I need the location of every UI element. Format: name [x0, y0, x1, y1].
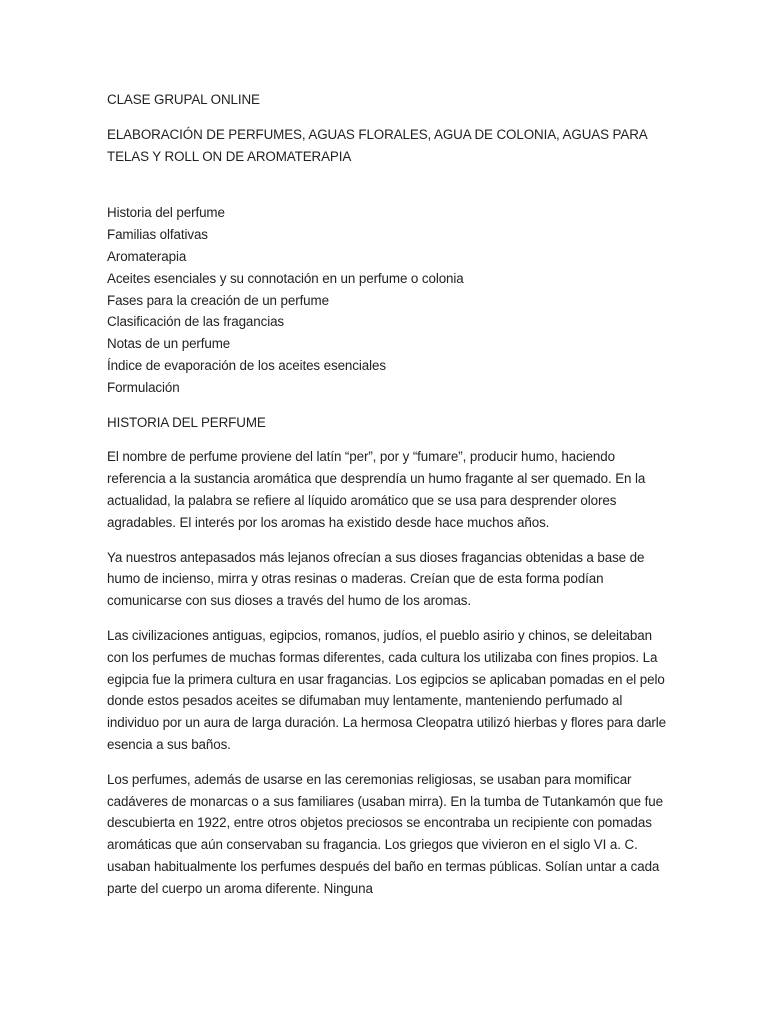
- topic-item: Notas de un perfume: [107, 336, 231, 352]
- topic-item: Fases para la creación de un perfume: [107, 292, 329, 308]
- section-heading: HISTORIA DEL PERFUME: [107, 414, 266, 430]
- topic-item: Clasificación de las fragancias: [107, 314, 285, 330]
- body-paragraph: Las civilizaciones antiguas, egipcios, romanos, judíos, el pueblo asirio y chinos, se deleitaban con los perfumes de muchas formas diferentes, cada cultura los utilizaba con fines propios. La egipcia fue la primera cultura en usar fragancias. Los egipcios se aplicaban pomadas en el pelo donde estos pesados aceites se difumaban muy lentamente, manteniendo perfumado al individuo por un aura de larga duración. La hermosa Cleopatra utilizó hierbas y flores para darle esencia a sus baños.: [107, 627, 666, 752]
- body-paragraph: Ya nuestros antepasados más lejanos ofrecían a sus dioses fragancias obtenidas a base de humo de incienso, mirra y otras resinas o maderas. Creían que de esta forma podían comunicarse con sus dioses a través del humo de los aromas.: [107, 549, 645, 609]
- document-subtitle: ELABORACIÓN DE PERFUMES, AGUAS FLORALES, AGUA DE COLONIA, AGUAS PARA TELAS Y ROLL ON DE AROMATERAPIA: [107, 126, 647, 164]
- topic-item: Formulación: [107, 379, 180, 395]
- topic-item: Aceites esenciales y su connotación en un perfume o colonia: [107, 270, 464, 286]
- document-title: CLASE GRUPAL ONLINE: [107, 92, 260, 107]
- topic-list: [107, 202, 667, 398]
- document-page: [107, 89, 667, 913]
- topic-item: Familias olfativas: [107, 227, 208, 243]
- body-paragraph: El nombre de perfume proviene del latín “per”, por y “fumare”, producir humo, haciendo referencia a la sustancia aromática que desprendía un humo fragante al ser quemado. En la actualidad, la palabra se refiere al líquido aromático que se usa para desprender olores agradables. El interés por los aromas ha existido desde hace muchos años.: [107, 449, 646, 530]
- topic-item: Índice de evaporación de los aceites esenciales: [107, 357, 386, 373]
- topic-item: Aromaterapia: [107, 248, 187, 264]
- body-paragraph: Los perfumes, además de usarse en las ceremonias religiosas, se usaban para momificar cadáveres de monarcas o a sus familiares (usaban mirra). En la tumba de Tutankamón que fue descubierta en 1922, entre otros objetos preciosos se encontraba un recipiente con pomadas aromáticas que aún conservaban su fragancia. Los griegos que vivieron en el siglo VI a. C. usaban habitualmente los perfumes después del baño en termas públicas. Solían untar a cada parte del cuerpo un aroma diferente. Ninguna: [107, 771, 663, 896]
- topic-item: Historia del perfume: [107, 205, 225, 221]
